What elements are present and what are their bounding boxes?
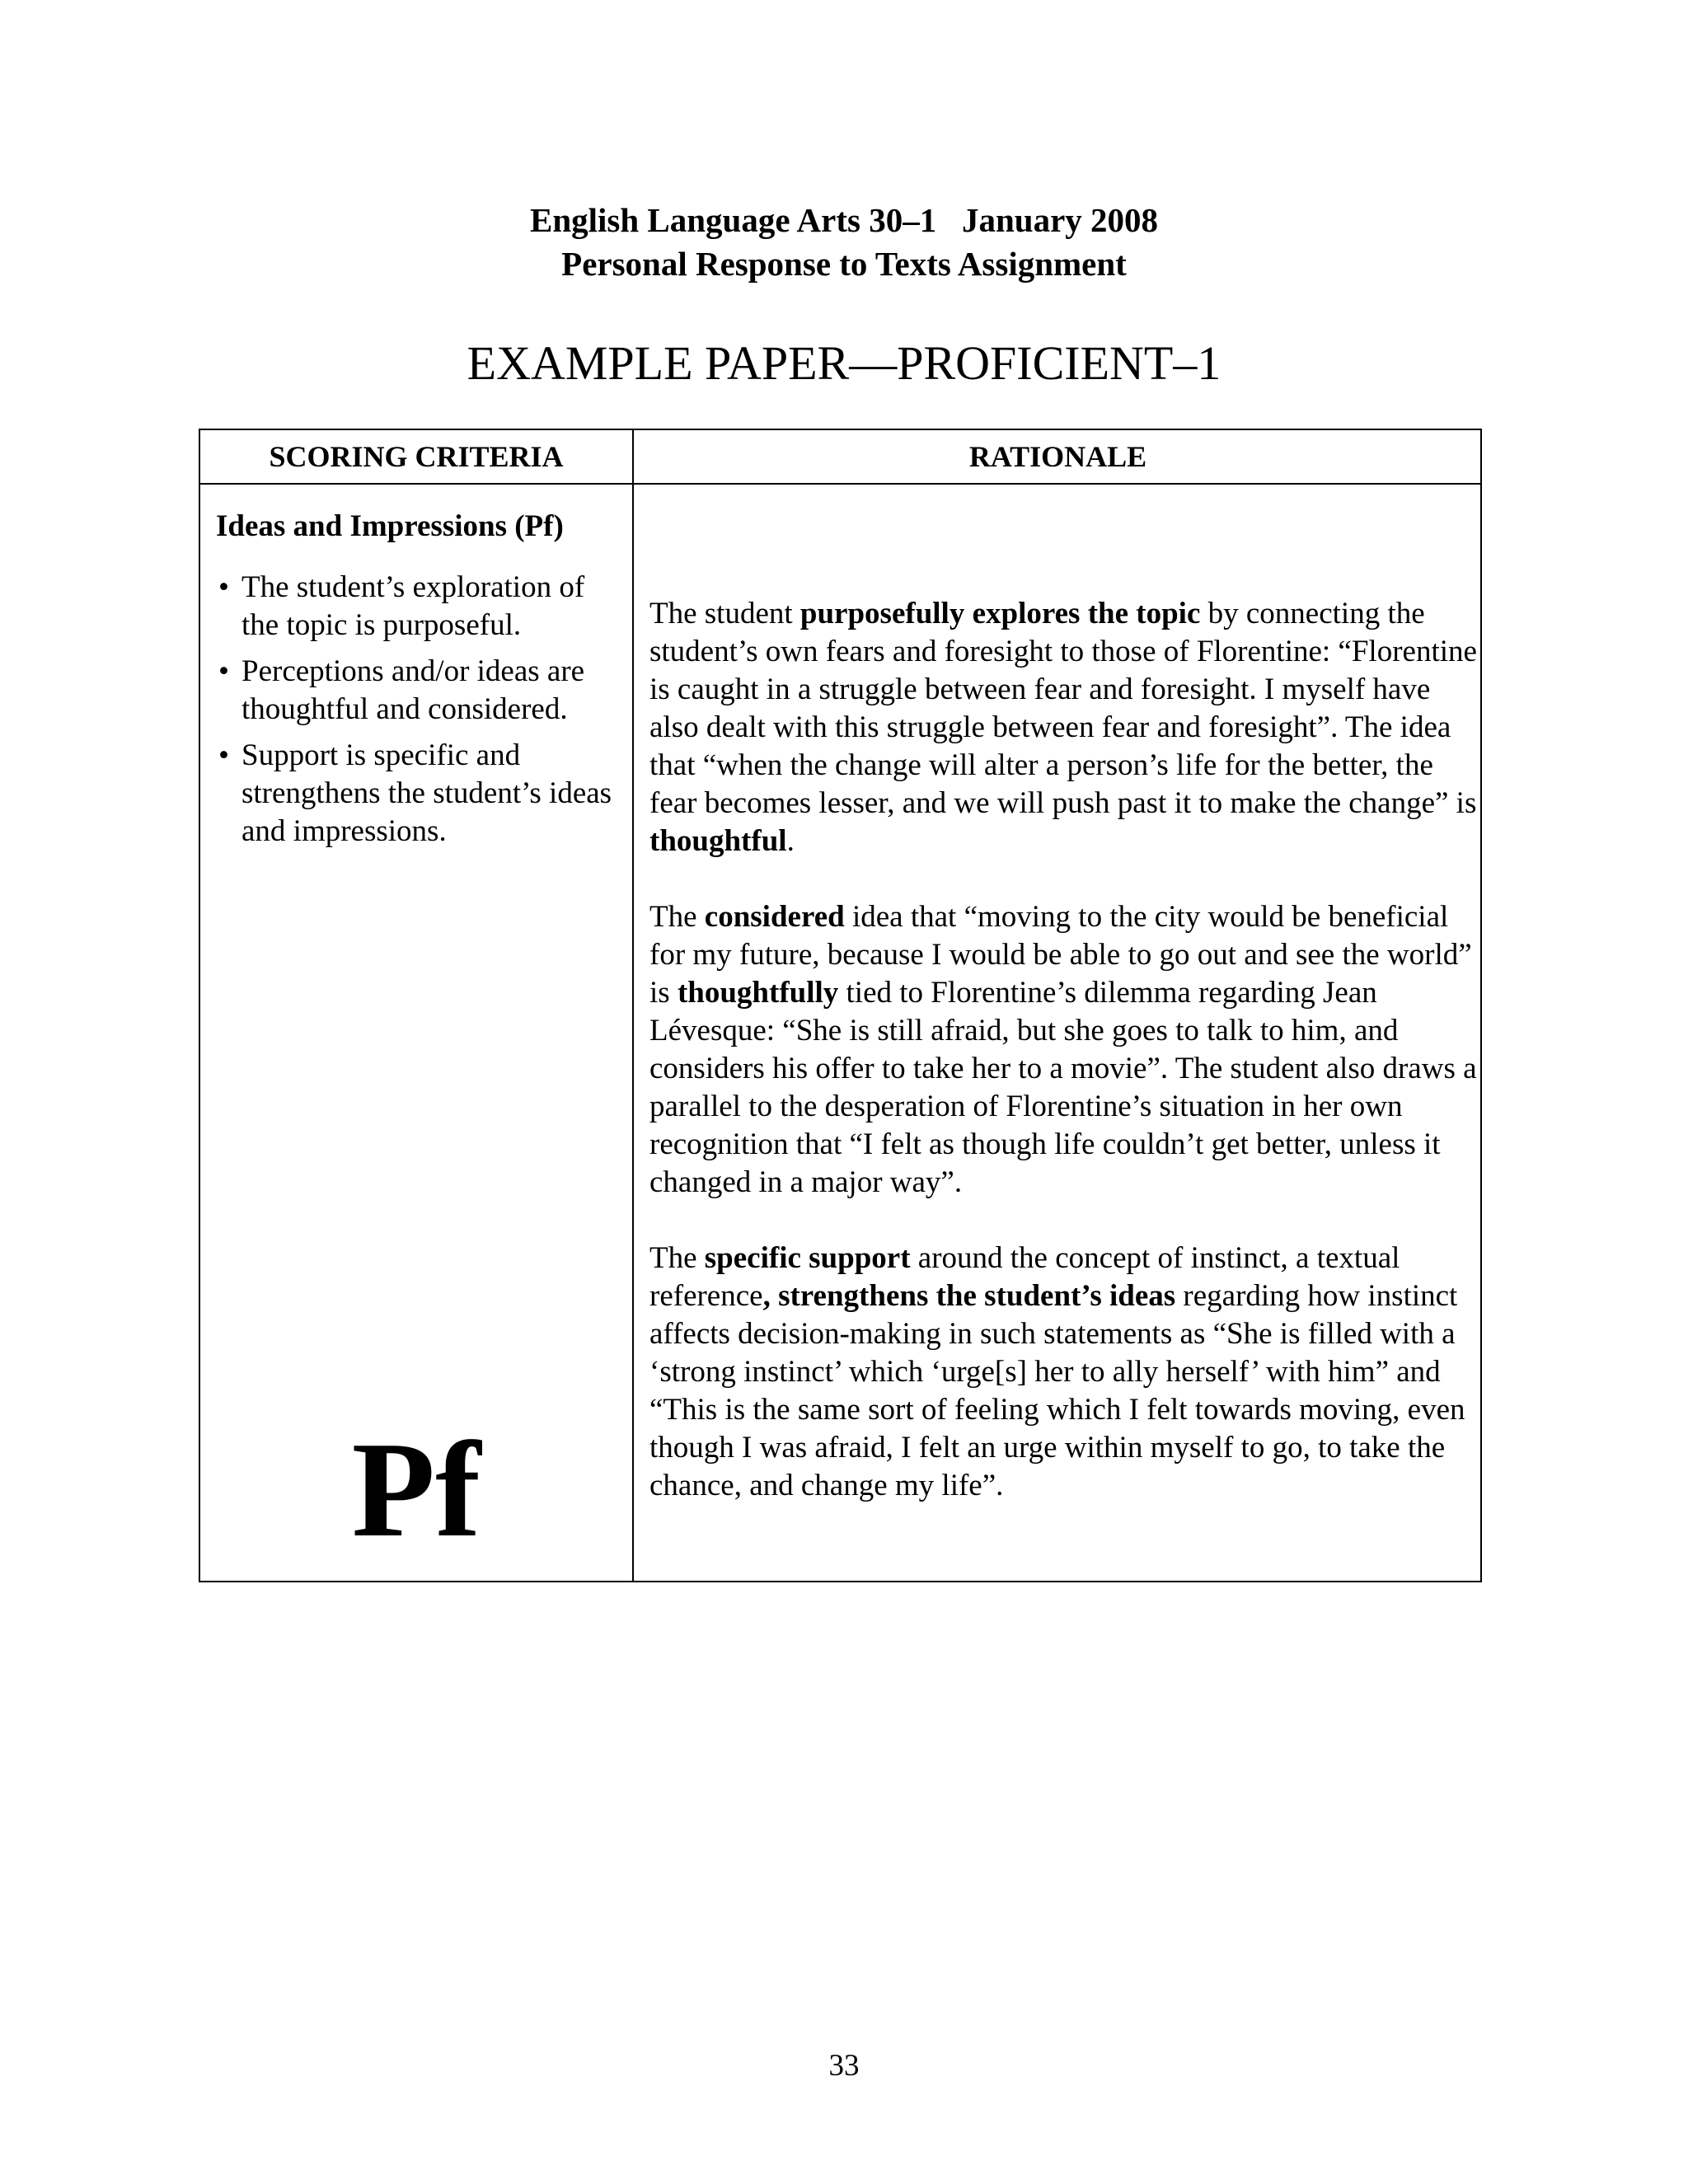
rationale-text: by connecting the student’s own fears and foresight to those of Florentine: “Florentine is caught in a struggle between fear and foresight. I myself have also dealt with this struggle between fear and foresight”. The idea that “when the change will alter a person’s life for the better, the fear becomes lesser, and we will push past it to make the change” is xyxy=(649,597,1477,820)
rationale-emphasis: , strengthens the student’s ideas xyxy=(762,1279,1176,1313)
rationale-emphasis: thoughtful xyxy=(649,824,787,858)
criteria-item: • The student’s exploration of the topic is purposeful. xyxy=(216,569,628,644)
rationale-text: The student xyxy=(649,597,800,630)
criteria-item: • Support is specific and strengthens the student’s ideas and impressions. xyxy=(216,737,628,851)
table-header-divider xyxy=(200,483,1480,485)
rationale-paragraph-1 xyxy=(649,595,1478,860)
rationale-emphasis: thoughtfully xyxy=(677,976,839,1010)
criteria-item: • Perceptions and/or ideas are thoughtful and considered. xyxy=(216,653,628,729)
column-header-scoring-criteria: SCORING CRITERIA xyxy=(269,440,564,473)
rationale-paragraph-3 xyxy=(649,1240,1478,1505)
grade-symbol: Pf xyxy=(351,1413,481,1565)
column-header-rationale: RATIONALE xyxy=(968,440,1147,473)
document-header-line-2: Personal Response to Texts Assignment xyxy=(561,245,1127,283)
rationale-cell xyxy=(649,595,1478,1505)
rationale-text: tied to Florentine’s dilemma regarding Jean Lévesque: “She is still afraid, but she goes to talk to him, and considers his offer to take her to a movie”. The student also draws a parallel to the desperation of Florentine’s situation in her own recognition that “I felt as though life couldn’t get better, unless it changed in a major way”. xyxy=(649,976,1477,1199)
criteria-list xyxy=(216,569,628,851)
document-header-line-1: English Language Arts 30–1 January 2008 xyxy=(529,201,1159,239)
rationale-text: around the concept of instinct, a textual reference xyxy=(649,1241,1400,1313)
scoring-table xyxy=(199,429,1482,1582)
rationale-text: The xyxy=(649,1241,705,1275)
page-number: 33 xyxy=(828,2049,860,2083)
rationale-emphasis: purposefully explores the topic xyxy=(799,597,1201,630)
rationale-text: regarding how instinct affects decision-making in such statements as “She is filled with a ‘strong instinct’ which ‘urge[s] her to ally herself’ with him” and “This is the same sort of feeling which I felt towards moving, even though I was afraid, I felt an urge within myself to go, to take the chance, and change my life”. xyxy=(649,1279,1465,1502)
scoring-criteria-cell xyxy=(216,490,628,859)
rationale-emphasis: considered xyxy=(704,900,845,934)
rationale-text: The xyxy=(649,900,705,934)
rationale-emphasis: specific support xyxy=(704,1241,911,1275)
rationale-text: . xyxy=(786,824,795,858)
paper-title: EXAMPLE PAPER—PROFICIENT–1 xyxy=(467,336,1221,390)
rationale-text: idea that “moving to the city would be beneficial for my future, because I would be able to go out and see the world” is xyxy=(649,900,1472,1010)
criteria-section-title: Ideas and Impressions (Pf) xyxy=(216,509,564,543)
table-column-divider xyxy=(632,430,634,1581)
rationale-paragraph-2 xyxy=(649,898,1478,1202)
